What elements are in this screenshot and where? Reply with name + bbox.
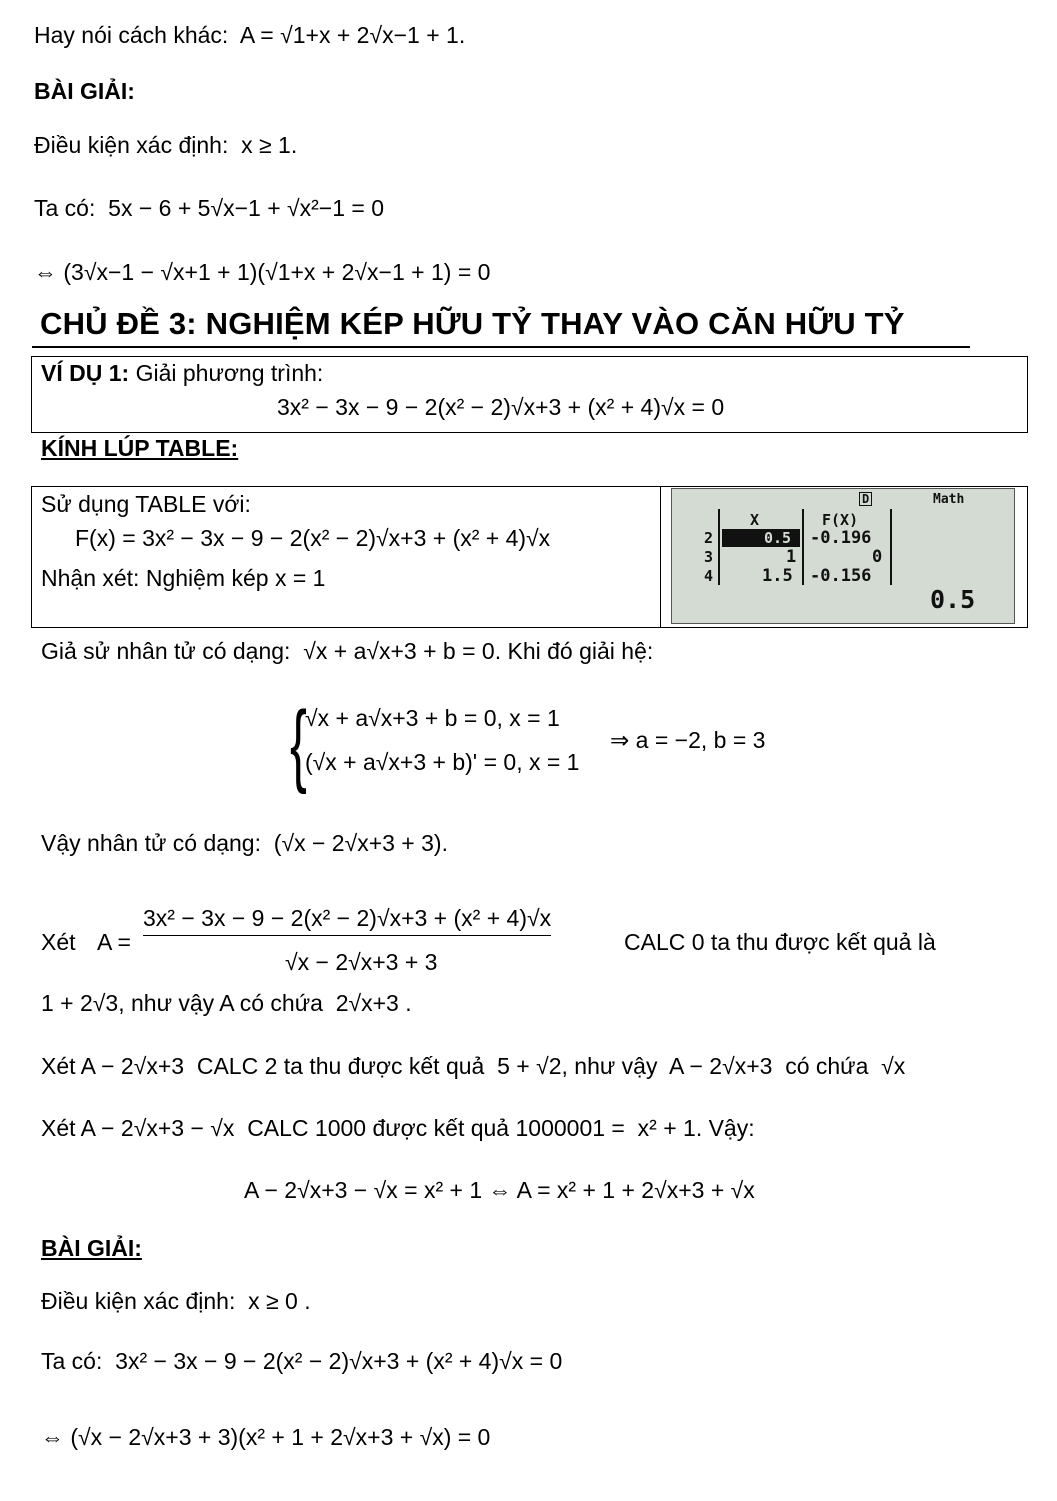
gia-su-tail: . Khi đó giải hệ: (494, 638, 654, 664)
xet-numerator: 3x² − 3x − 9 − 2(x² − 2)√x+3 + (x² + 4)√x (143, 903, 551, 936)
system-brace: { (290, 693, 307, 795)
xet-label: Xét (41, 929, 76, 955)
equiv-line-1: ⇔ (3√x−1 − √x+1 + 1)(√1+x + 2√x−1 + 1) = 0 (34, 259, 491, 285)
intro-prefix: Hay nói cách khác: (34, 22, 229, 48)
xet2-nhu-vay: , như vậy (561, 1053, 658, 1079)
xet3-result: x² + 1 (637, 1115, 696, 1141)
xet-tail: CALC 0 ta thu được kết quả là (624, 929, 936, 955)
dkxd-label-2: Điều kiện xác định: (41, 1288, 236, 1314)
calc-row-x: 0.5 (764, 529, 792, 547)
table-fx: F(x) = 3x² − 3x − 9 − 2(x² − 2)√x+3 + (x² + 4)√x (75, 525, 551, 551)
calc-rule-3 (890, 509, 892, 585)
taco-label-2: Ta có: (41, 1348, 103, 1374)
gia-su-text: Giả sử nhân tử có dạng: (41, 638, 291, 664)
calc-row-num: 2 (704, 529, 714, 547)
table-note: Nhận xét: Nghiệm kép x = 1 (41, 565, 326, 591)
xet2-co-chua: có chứa (785, 1053, 869, 1079)
calc-rule-1 (718, 509, 720, 585)
vay-text: Vậy nhân tử có dạng: (41, 830, 261, 856)
xet3-expr: Xét A − 2√x+3 − √x (41, 1115, 235, 1141)
calc-row-fx: 0 (872, 547, 883, 567)
dkxd-math-1: x ≥ 1. (241, 132, 298, 158)
calc-row-num: 3 (704, 548, 714, 566)
xet-line2-value: 1 + 2√3 (41, 990, 119, 1016)
calc-rule-2 (802, 509, 804, 585)
vay-math: (√x − 2√x+3 + 3). (273, 830, 448, 856)
vay-line (41, 828, 448, 858)
xet3-line (41, 1113, 755, 1143)
taco-line-1 (34, 193, 384, 223)
calc-row-fx: -0.156 (810, 566, 872, 586)
bai-giai-heading-1: BÀI GIẢI: (34, 78, 135, 104)
xet2-expr-2: A − 2√x+3 (669, 1053, 773, 1079)
example-label: VÍ DỤ 1: (41, 360, 130, 386)
xet-a-equals: A = (97, 929, 131, 955)
xet2-line (41, 1051, 905, 1081)
calc-row-x: 1.5 (762, 566, 793, 586)
section-title-underline (32, 346, 970, 348)
calc-row-fx: -0.196 (810, 528, 872, 548)
calc-row-x: 1 (786, 547, 797, 567)
example-equation: 3x² − 3x − 9 − 2(x² − 2)√x+3 + (x² + 4)√x = 0 (277, 394, 725, 420)
example-heading (41, 358, 323, 388)
intro-line (34, 20, 465, 50)
system-result: ⇒ a = −2, b = 3 (610, 727, 766, 753)
section-title: CHỦ ĐỀ 3: NGHIỆM KÉP HỮU TỶ THAY VÀO CĂN HỮU TỶ (40, 306, 905, 341)
xet3-calc: CALC 1000 được kết quả 1000001 = (247, 1115, 625, 1141)
taco-label-1: Ta có: (34, 195, 96, 221)
calculator-screen (671, 488, 1015, 624)
dkxd-label-1: Điều kiện xác định: (34, 132, 229, 158)
xet2-expr: Xét A − 2√x+3 (41, 1053, 185, 1079)
xet2-calc: CALC 2 ta thu được kết quả (196, 1053, 485, 1079)
bai-giai-heading-2: BÀI GIẢI: (41, 1235, 142, 1261)
example-text: Giải phương trình: (135, 360, 324, 386)
dkxd-line-2 (41, 1286, 311, 1316)
taco-math-2: 3x² − 3x − 9 − 2(x² − 2)√x+3 + (x² + 4)√x = 0 (115, 1348, 563, 1374)
calc-mode: Math (933, 492, 965, 507)
gia-su-line (41, 636, 653, 666)
xet2-sqrt-x: √x (881, 1053, 906, 1079)
taco-line-2 (41, 1346, 562, 1376)
xet3-vay: . Vậy: (695, 1115, 755, 1141)
final-equation: A − 2√x+3 − √x = x² + 1 ⇔ A = x² + 1 + 2√x+3 + √x (244, 1177, 755, 1203)
table-use-text: Sử dụng TABLE với: (41, 491, 251, 517)
calc-row-num: 4 (704, 567, 714, 585)
kinh-lup-heading: KÍNH LÚP TABLE: (41, 435, 239, 461)
equiv-line-2: ⇔ (√x − 2√x+3 + 3)(x² + 1 + 2√x+3 + √x) = 0 (41, 1424, 491, 1450)
xet-line2-term: 2√x+3 . (335, 990, 412, 1016)
gia-su-math: √x + a√x+3 + b = 0 (303, 638, 495, 664)
xet-denominator: √x − 2√x+3 + 3 (285, 949, 438, 975)
calc-result: 0.5 (930, 585, 976, 614)
system-eq-1: √x + a√x+3 + b = 0, x = 1 (305, 705, 560, 731)
xet-line2-text: , như vậy A có chứa (118, 990, 323, 1016)
xet2-result: 5 + √2 (497, 1053, 562, 1079)
calc-d-icon: D (859, 492, 872, 506)
calc-col-x: X (750, 511, 760, 529)
system-eq-2: (√x + a√x+3 + b)' = 0, x = 1 (305, 749, 580, 775)
intro-math: A = √1+x + 2√x−1 + 1. (239, 22, 466, 48)
calc-col-fx: F(X) (822, 511, 859, 529)
dkxd-math-2: x ≥ 0 . (248, 1288, 311, 1314)
taco-math-1: 5x − 6 + 5√x−1 + √x²−1 = 0 (108, 195, 385, 221)
xet-line-2 (41, 988, 412, 1018)
dkxd-line-1 (34, 130, 297, 160)
